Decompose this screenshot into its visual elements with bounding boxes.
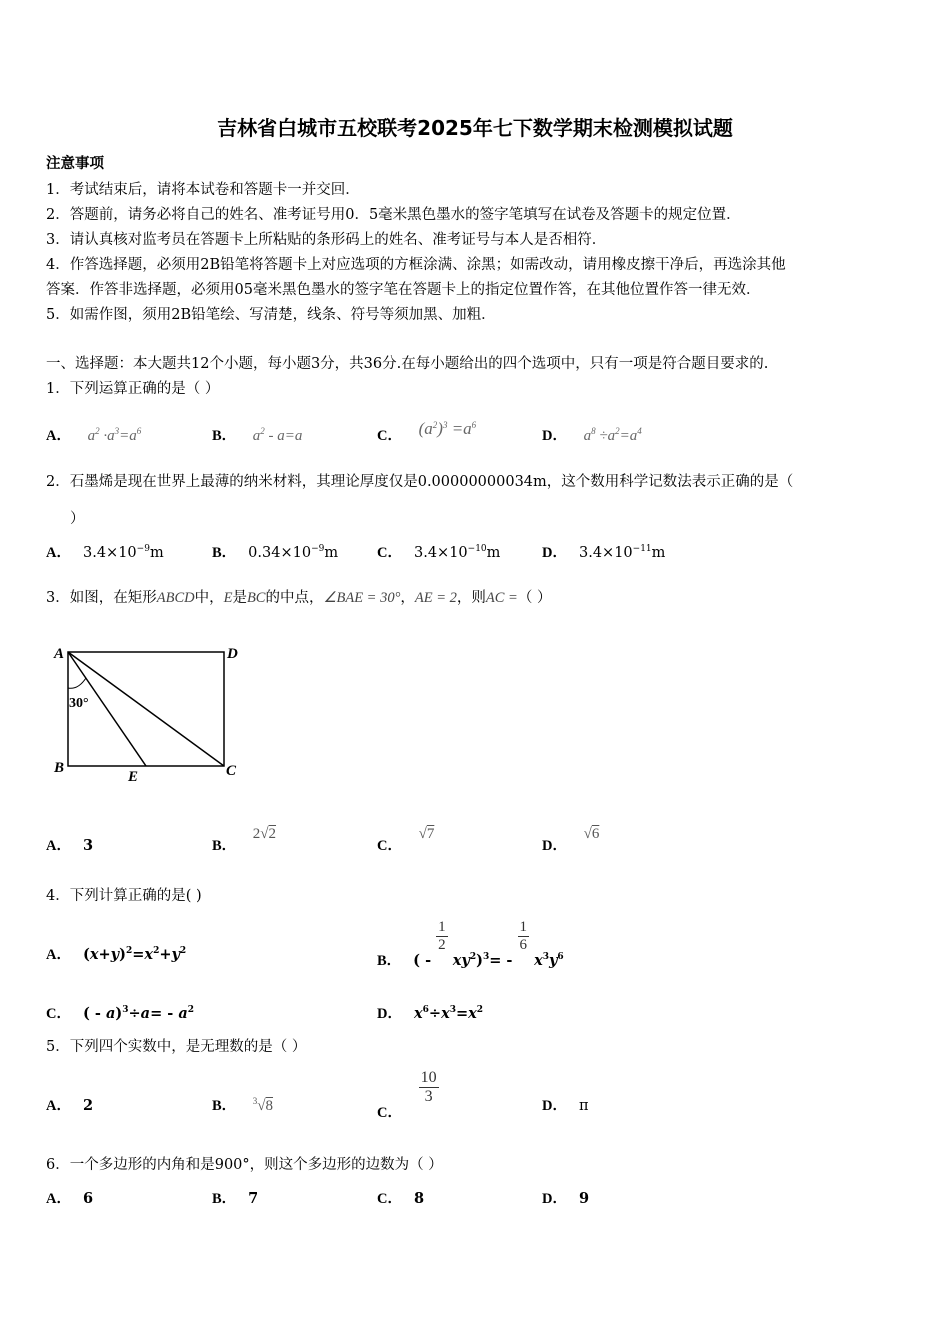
angle-label: 30°: [69, 696, 89, 711]
notice-heading: 注意事项: [46, 155, 104, 172]
angle-arc: [68, 678, 86, 688]
q3-option-d-math: √6: [583, 826, 600, 842]
notice-line: 答案．作答非选择题，必须用05毫米黑色墨水的签字笔在答题卡上的指定位置作答，在其他位置作答一律无效．: [46, 282, 761, 298]
q6-option-b: B． 7: [212, 1190, 259, 1207]
q6-option-d: D． 9: [542, 1190, 590, 1207]
q5-option-b-math: $^3$√8: [252, 1096, 274, 1114]
q3-option-b: B． 2√2: [212, 826, 277, 854]
vertex-a-label: A: [54, 646, 65, 662]
segment-ac: [68, 652, 224, 766]
q3-option-c-math: √7: [418, 826, 435, 842]
question-6-stem: 6．一个多边形的内角和是900°，则这个多边形的边数为（ ）: [46, 1157, 443, 1173]
vertex-b-label: B: [54, 760, 65, 776]
q5-option-c-frac: $\frac{10}{3}$: [420, 1069, 437, 1105]
point-e-label: E: [128, 769, 139, 785]
q5-option-d: D． π: [542, 1098, 589, 1114]
q2-option-d: D． $3.4\times 10^{-11}m$: [542, 544, 666, 561]
vertex-d-label: D: [227, 646, 238, 662]
vertex-c-label: C: [226, 763, 237, 779]
notice-line: 3．请认真核对监考员在答题卡上所粘贴的条形码上的姓名、准考证号与本人是否相符．: [46, 232, 607, 248]
q2-option-b: B． $0.34\times 10^{-9}m$: [212, 544, 339, 561]
section-heading: 一、选择题：本大题共12个小题，每小题3分，共36分.在每小题给出的四个选项中，只有一项是符合题目要求的.: [46, 356, 769, 372]
q2-option-c: C． $3.4\times 10^{-10}m$: [377, 544, 501, 561]
q5-option-a: A． 2: [46, 1097, 94, 1114]
notice-line: 2．答题前，请务必将自己的姓名、准考证号用0．5毫米黑色墨水的签字笔填写在试卷及答题卡的规定位置．: [46, 207, 741, 223]
q1-option-b-math: $a^2 - a=a$: [252, 426, 303, 444]
q6-option-c: C． 8: [377, 1190, 425, 1207]
q4-frac-sixth: $\frac{1}{6}$: [519, 919, 527, 953]
q5-option-c: C． $\frac{10}{3}$: [377, 1069, 437, 1121]
page-title: 吉林省白城市五校联考2025年七下数学期末检测模拟试题: [217, 116, 733, 140]
q1-option-b: B． $a^2 - a=a$: [212, 426, 303, 444]
question-5-stem: 5．下列四个实数中，是无理数的是（ ）: [46, 1039, 307, 1055]
q3-option-b-math: 2√2: [252, 826, 277, 842]
q4-option-d: D． $x^6\div x^3=x^2$: [377, 1005, 484, 1022]
q1-option-d-math: $a^8 \div a^2=a^4$: [583, 426, 642, 444]
q4-frac-half: $\frac{1}{2}$: [438, 919, 446, 953]
q3-option-a: A． 3: [46, 837, 94, 854]
q5-option-b: B． $^3$√8: [212, 1096, 274, 1114]
rectangle-figure: [46, 636, 256, 786]
question-2-stem: 2．石墨烯是现在世界上最薄的纳米材料，其理论厚度仅是0.00000000034m，这个数用科学记数法表示正确的是（: [46, 474, 794, 490]
q4-option-a: A． $(x+y)^2=x^2+y^2$: [46, 946, 187, 963]
q1-option-d: D． $a^8 \div a^2=a^4$: [542, 426, 642, 444]
notice-line: 5．如需作图，须用2B铅笔绘、写清楚，线条、符号等须加黑、加粗．: [46, 307, 496, 323]
q2-option-a: A． $3.4\times 10^{-9}m$: [46, 544, 164, 561]
q1-option-c: C． $(a^2)^3 =a^6$: [377, 419, 477, 444]
q4-option-c-math: ( - $a)^3\div a= - a^2$: [82, 1005, 195, 1022]
q4-option-d-math: $x^6\div x^3=x^2$: [413, 1005, 484, 1022]
q4-option-a-math: $(x+y)^2=x^2+y^2$: [82, 946, 187, 963]
question-2-stem-end: ）: [70, 511, 85, 527]
q1-option-a: A． $a^2 \cdot a^3=a^6$: [46, 426, 142, 444]
q4-option-b: B． ( - $\frac{1}{2}$ $xy^2)^3=$ - $\frac{1}{6}$ $x^3y^6$: [377, 919, 564, 969]
question-3-stem: 3．如图，在矩形ABCD中，E是BC的中点，∠BAE = 30°，AE = 2，则AC =（ ）: [46, 590, 552, 606]
q3-option-d: D． √6: [542, 826, 600, 854]
q1-option-a-math: $a^2 \cdot a^3=a^6$: [87, 426, 142, 444]
notice-line: 4．作答选择题，必须用2B铅笔将答题卡上对应选项的方框涂满、涂黑；如需改动，请用橡皮擦干净后，再选涂其他: [46, 257, 786, 273]
notice-line: 1．考试结束后，请将本试卷和答题卡一并交回．: [46, 182, 360, 198]
q4-option-c: C． ( - $a)^3\div a= - a^2$: [46, 1005, 195, 1022]
question-4-stem: 4．下列计算正确的是( ): [46, 888, 202, 904]
question-1-stem: 1．下列运算正确的是（ ）: [46, 381, 220, 397]
q3-option-c: C． √7: [377, 826, 435, 854]
q1-option-c-math: $(a^2)^3 =a^6$: [418, 419, 477, 438]
q6-option-a: A． 6: [46, 1190, 94, 1207]
